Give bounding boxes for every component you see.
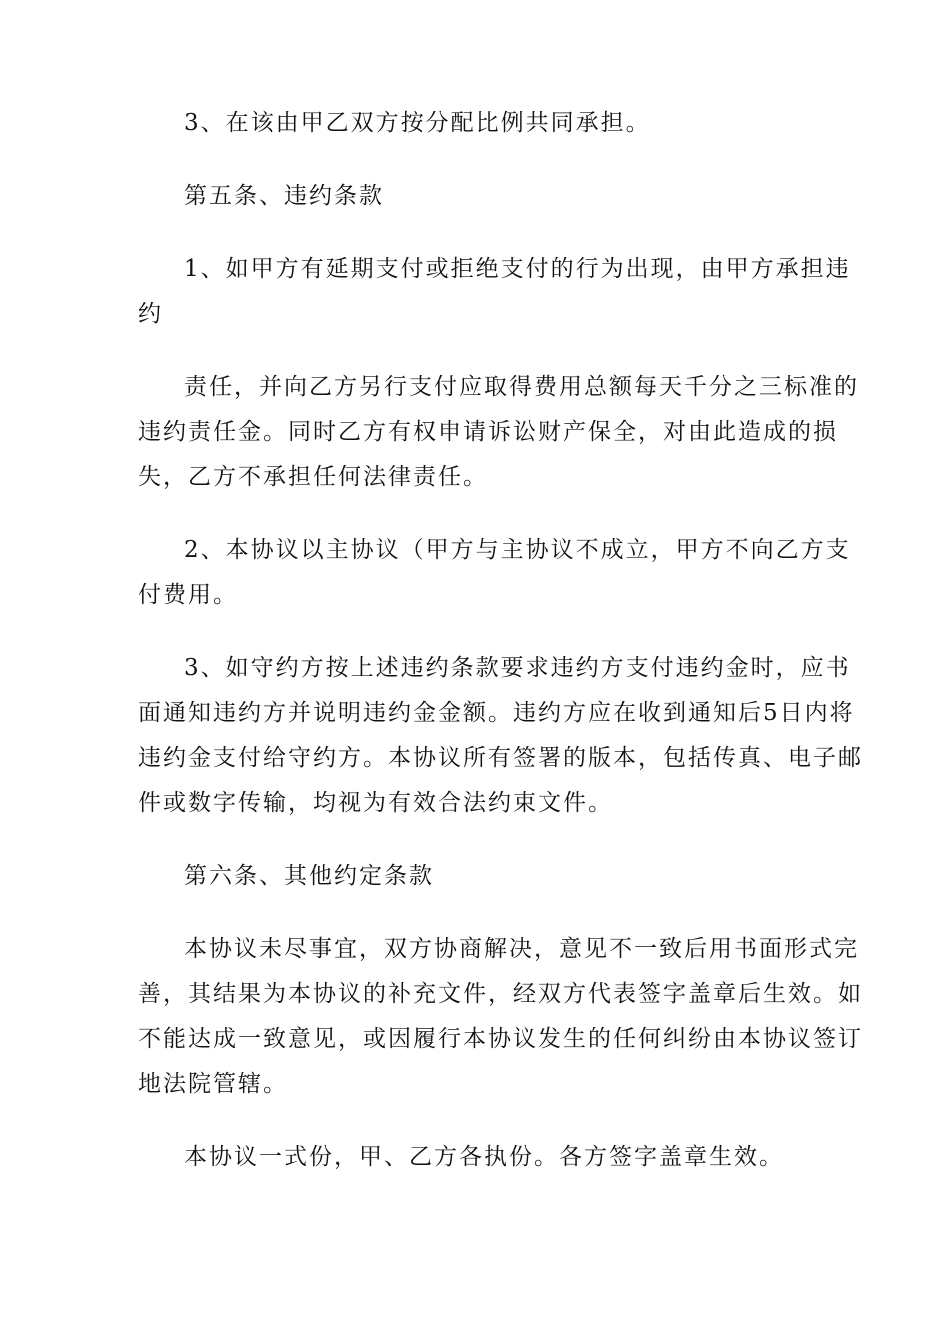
text-line: 第六条、其他约定条款 [184, 863, 434, 889]
text-line: 第五条、违约条款 [184, 183, 384, 209]
section-heading-article-6 [138, 854, 828, 899]
text-line: 件或数字传输，均视为有效合法约束文件。 [138, 790, 613, 816]
text-line: 违约金支付给守约方。本协议所有签署的版本，包括传真、电子邮 [138, 745, 863, 771]
document-body [138, 101, 863, 1208]
text-line: 善，其结果为本协议的补充文件，经双方代表签字盖章后生效。如 [138, 981, 863, 1007]
text-line: 本协议未尽事宜，双方协商解决，意见不一致后用书面形式完 [184, 936, 859, 962]
text-line: 付费用。 [138, 582, 238, 608]
text-line: 3、如守约方按上述违约条款要求违约方支付违约金时，应书 [184, 655, 851, 681]
text-line: 面通知违约方并说明违约金金额。违约方应在收到通知后5日内将 [138, 700, 855, 726]
paragraph-breach-liability [138, 365, 859, 500]
paragraph-clause-3-cost-sharing [138, 101, 828, 146]
paragraph-other-terms [138, 927, 863, 1107]
text-line: 失，乙方不承担任何法律责任。 [138, 464, 488, 490]
text-line: 3、在该由甲乙双方按分配比例共同承担。 [184, 110, 651, 136]
text-line: 1、如甲方有延期支付或拒绝支付的行为出现，由甲方承担违 [184, 256, 851, 282]
text-line: 本协议一式份，甲、乙方各执份。各方签字盖章生效。 [184, 1144, 784, 1170]
text-line: 不能达成一致意见，或因履行本协议发生的任何纠纷由本协议签订 [138, 1026, 863, 1052]
text-line: 约 [138, 301, 163, 327]
text-line: 责任，并向乙方另行支付应取得费用总额每天千分之三标准的 [184, 374, 859, 400]
paragraph-breach-item-1 [138, 247, 851, 337]
text-line: 2、本协议以主协议（甲方与主协议不成立，甲方不向乙方支 [184, 537, 851, 563]
section-heading-article-5 [138, 174, 828, 219]
paragraph-breach-item-3 [138, 646, 863, 826]
paragraph-breach-item-2 [138, 528, 851, 618]
text-line: 违约责任金。同时乙方有权申请诉讼财产保全，对由此造成的损 [138, 419, 838, 445]
paragraph-copies-effectiveness [138, 1135, 828, 1180]
text-line: 地法院管辖。 [138, 1071, 288, 1097]
